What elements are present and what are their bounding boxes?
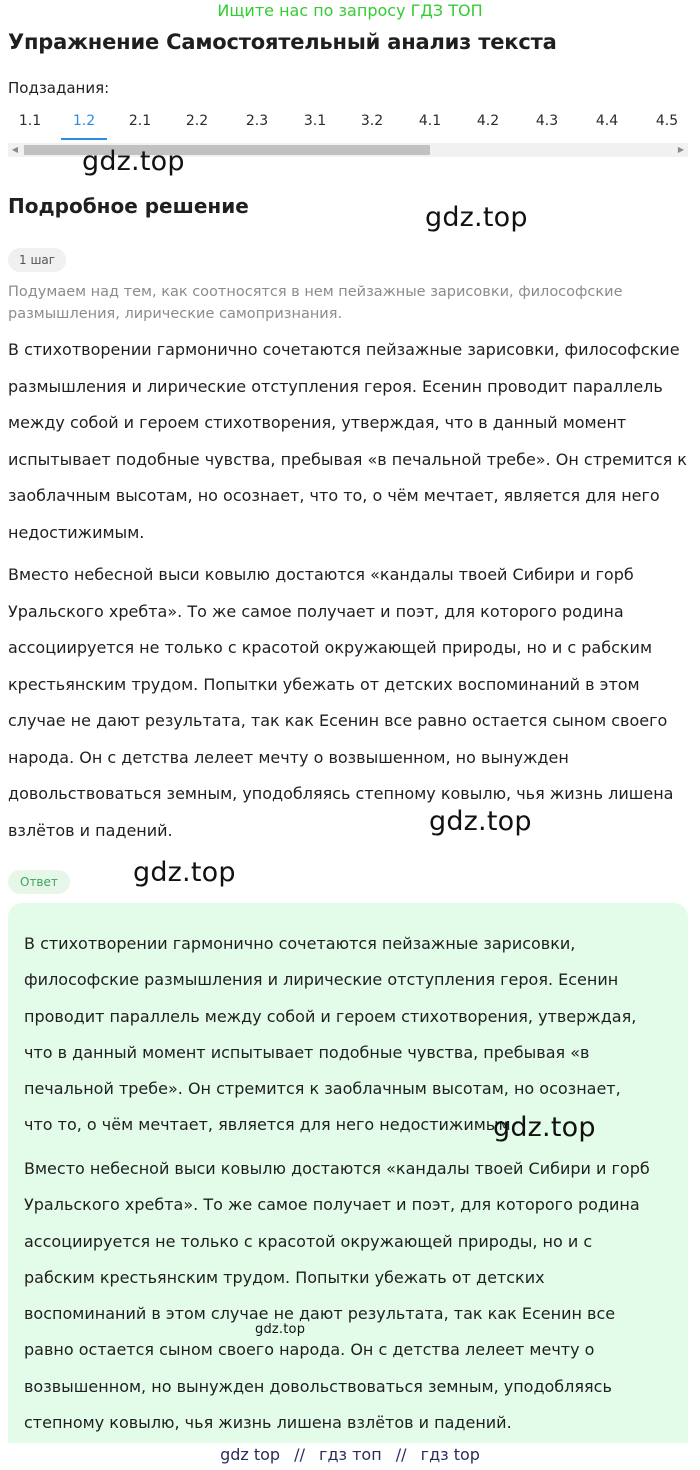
step-hint: Подумаем над тем, как соотносятся в нем пейзажные зарисовки, философские размышления, лирические самопризнания. [8, 284, 623, 322]
footer-links [0, 1443, 700, 1467]
tab-3-1[interactable]: 3.1 [303, 113, 327, 129]
watermark: gdz.top [133, 857, 236, 888]
page-title: Упражнение Самостоятельный анализ текста [8, 30, 557, 54]
search-banner: Ищите нас по запросу ГДЗ ТОП [217, 1, 483, 20]
answer-paragraph: В стихотворении гармонично сочетаются пейзажные зарисовки, философские размышления и лирические отступления героя. Есенин проводит параллель между собой и героем стихотворения, утверждая, что в данный момент испытывает подобные чувства, пребывая «в печальной требе». Он стремится к заоблачным высотам, но осознает, что то, о чём мечтает, является для него недостижимым. [24, 934, 637, 1135]
watermark: gdz.top [493, 1112, 596, 1143]
tab-1-1[interactable]: 1.1 [18, 113, 42, 129]
solution-title: Подробное решение [8, 194, 249, 218]
solution-paragraph: В стихотворении гармонично сочетаются пейзажные зарисовки, философские размышления и лирические отступления героя. Есенин проводит параллель между собой и героем стихотворения, утверждая, что в данный момент испытывает подобные чувства, пребывая «в печальной требе». Он стремится к заоблачным высотам, но осознает, что то, о чём мечтает, является для него недостижимым. [8, 340, 687, 542]
footer-link[interactable]: гдз топ [319, 1445, 382, 1464]
tab-2-1[interactable]: 2.1 [128, 113, 152, 129]
tab-4-1[interactable]: 4.1 [418, 113, 442, 129]
footer-link[interactable]: гдз top [420, 1445, 480, 1464]
subtasks-label: Подзадания: [8, 79, 110, 97]
watermark: gdz.top [429, 806, 532, 837]
tab-4-2[interactable]: 4.2 [476, 113, 500, 129]
answer-paragraph: Вместо небесной выси ковылю достаются «кандалы твоей Сибири и горб Уральского хребта». То же самое получает и поэт, для которого родина ассоциируется не только с красотой окружающей природы, но и с рабским крестьянским трудом. Попытки убежать от детских воспоминаний в этом случае не дают результата, так как Есенин все равно остается сыном своего народа. Он с детства лелеет мечту о возвышенном, но вынужден довольствоваться земным, уподобляясь степному ковылю, чья жизнь лишена взлётов и падений. [24, 1159, 650, 1433]
solution-paragraph: Вместо небесной выси ковылю достаются «кандалы твоей Сибири и горб Уральского хребта». То же самое получает и поэт, для которого родина ассоциируется не только с красотой окружающей природы, но и с рабским крестьянским трудом. Попытки убежать от детских воспоминаний в этом случае не дают результата, так как Есенин все равно остается сыном своего народа. Он с детства лелеет мечту о возвышенном, но вынужден довольствоваться земным, уподобляясь степному ковылю, чья жизнь лишена взлётов и падений. [8, 565, 674, 840]
scroll-left-icon[interactable]: ◀ [11, 145, 19, 154]
tab-4-3[interactable]: 4.3 [535, 113, 559, 129]
step-badge: 1 шаг [8, 248, 66, 272]
watermark: gdz.top [82, 146, 185, 177]
answer-badge: Ответ [8, 870, 70, 894]
footer-separator: // [395, 1445, 407, 1464]
tab-2-3[interactable]: 2.3 [245, 113, 269, 129]
tab-3-2[interactable]: 3.2 [360, 113, 384, 129]
tab-1-2[interactable]: 1.2 [61, 108, 107, 140]
subtasks-tabs [0, 108, 700, 140]
tab-2-2[interactable]: 2.2 [185, 113, 209, 129]
footer-link[interactable]: gdz top [220, 1445, 281, 1464]
scroll-right-icon[interactable]: ▶ [677, 145, 685, 154]
tab-4-4[interactable]: 4.4 [595, 113, 619, 129]
watermark: gdz.top [425, 202, 528, 233]
watermark: gdz.top [255, 1322, 306, 1337]
tab-4-5[interactable]: 4.5 [655, 113, 679, 129]
footer-separator: // [294, 1445, 305, 1464]
